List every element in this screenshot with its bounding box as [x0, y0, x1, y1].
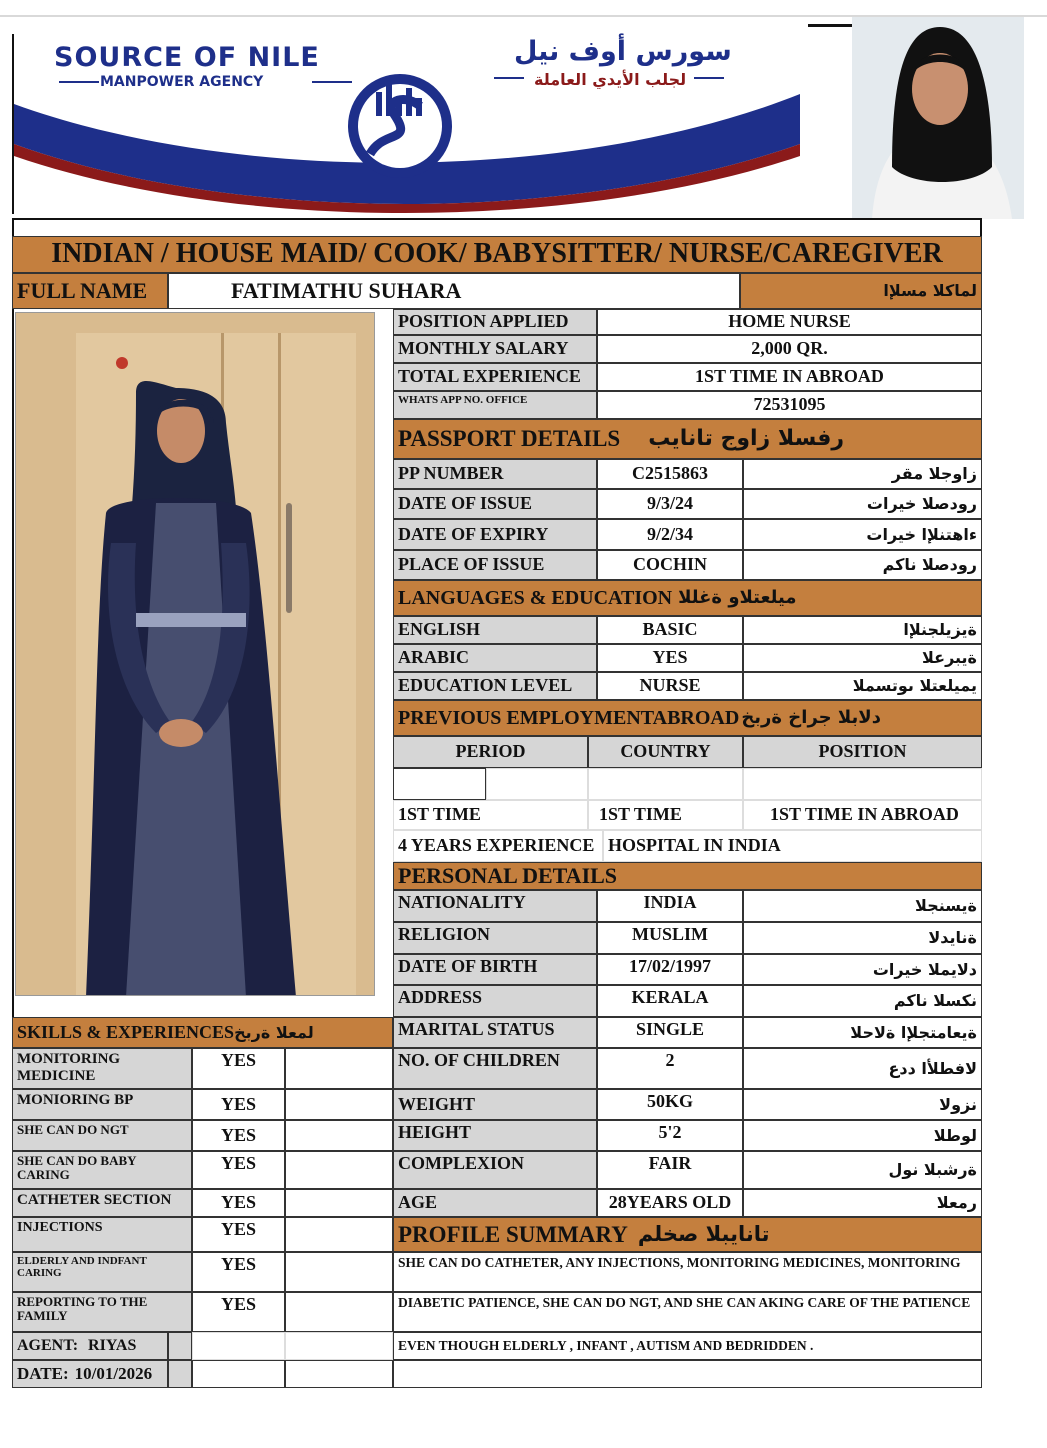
employment-blank-cell: [743, 768, 982, 800]
brand-subtitle-en: MANPOWER AGENCY: [100, 74, 264, 90]
agent-cell: [12, 1332, 168, 1360]
skill-value: YES: [192, 1252, 285, 1292]
languages-title-en: LANGUAGES & EDUCATION: [398, 587, 673, 609]
complexion-value: FAIR: [597, 1151, 743, 1189]
date-of-birth-label: DATE OF BIRTH: [393, 954, 597, 985]
employment-country-2: HOSPITAL IN INDIA: [603, 830, 982, 862]
candidate-full-photo: [15, 312, 375, 996]
agent-blank-cell: [285, 1332, 393, 1360]
age-label-ar: رمعلا: [743, 1189, 982, 1217]
full-name-label: FULL NAME: [12, 273, 168, 309]
height-label: HEIGHT: [393, 1120, 597, 1151]
place-of-issue-value: COCHIN: [597, 550, 743, 580]
skill-label: MONIORING BP: [12, 1089, 192, 1120]
address-value: KERALA: [597, 985, 743, 1017]
address-label-ar: نكسلا ناكم: [743, 985, 982, 1017]
header-dash: [808, 24, 854, 27]
education-level-value: NURSE: [597, 672, 743, 700]
skill-value: YES: [192, 1189, 285, 1217]
agent-blank-cell: [192, 1332, 285, 1360]
arabic-value: YES: [597, 644, 743, 672]
agent-blank-cell: [168, 1332, 192, 1360]
skill-value: YES: [192, 1048, 285, 1089]
brand-subtitle-ar: لجلب الأيدي العاملة: [534, 70, 687, 89]
employment-blank-cell: [588, 768, 743, 800]
candidate-portrait-photo: [852, 17, 1024, 219]
total-experience-label: TOTAL EXPERIENCE: [393, 363, 597, 391]
passport-title-en: PASSPORT DETAILS: [398, 426, 621, 452]
children-value: 2: [597, 1048, 743, 1089]
passport-title-ar: رفسلا زاوج تانايب: [648, 425, 845, 451]
children-label-ar: لافطلأا ددع: [743, 1048, 982, 1089]
age-value: 28YEARS OLD: [597, 1189, 743, 1217]
date-of-expiry-label-ar: ءاهتنلإا خيرات: [743, 519, 982, 550]
english-label: ENGLISH: [393, 616, 597, 644]
weight-label-ar: نزولا: [743, 1089, 982, 1120]
total-experience-value: 1ST TIME IN ABROAD: [597, 363, 982, 391]
arabic-label-ar: ةيبرعلا: [743, 644, 982, 672]
skill-label: ELDERLY AND INDFANT CARING: [12, 1252, 192, 1292]
nationality-value: INDIA: [597, 890, 743, 922]
nationality-label: NATIONALITY: [393, 890, 597, 922]
religion-value: MUSLIM: [597, 922, 743, 954]
marital-status-label-ar: ةيعامتجلإا ةلاحلا: [743, 1017, 982, 1048]
date-blank-cell: [168, 1360, 192, 1388]
summary-section-title: [393, 1217, 982, 1252]
skill-blank-cell: [285, 1292, 393, 1332]
employment-title-ar: دلابلا جراخ ةربخ: [741, 707, 881, 729]
skill-blank-cell: [285, 1089, 393, 1120]
brand-name-en: SOURCE OF NILE: [54, 42, 320, 73]
education-level-label-ar: يميلعتلا ىوتسملا: [743, 672, 982, 700]
whatsapp-office-value: 72531095: [597, 391, 982, 419]
height-value: 5'2: [597, 1120, 743, 1151]
skill-label: REPORTING TO THE FAMILY: [12, 1292, 192, 1332]
personal-section-title: PERSONAL DETAILS: [393, 862, 982, 890]
summary-title-en: PROFILE SUMMARY: [398, 1221, 628, 1247]
brand-name-ar: سورس أوف نيل: [514, 36, 732, 67]
skill-blank-cell: [285, 1048, 393, 1089]
skill-label: CATHETER SECTION: [12, 1189, 192, 1217]
english-label-ar: ةيزيلجنلإا: [743, 616, 982, 644]
skill-blank-cell: [285, 1217, 393, 1252]
languages-section-title: [393, 580, 982, 616]
date-of-issue-label-ar: رودصلا خيرات: [743, 489, 982, 519]
agent-label: AGENT:: [17, 1337, 79, 1355]
employment-header-country: COUNTRY: [588, 736, 743, 768]
place-of-issue-label: PLACE OF ISSUE: [393, 550, 597, 580]
date-of-issue-value: 9/3/24: [597, 489, 743, 519]
skill-blank-cell: [285, 1189, 393, 1217]
date-blank-cell: [285, 1360, 393, 1388]
skill-value: YES: [192, 1151, 285, 1189]
employment-period-1: 1ST TIME: [393, 800, 588, 830]
religion-label-ar: ةنايدلا: [743, 922, 982, 954]
date-value: 10/01/2026: [74, 1363, 153, 1383]
address-label: ADDRESS: [393, 985, 597, 1017]
date-label: DATE:: [17, 1363, 69, 1383]
page-title: INDIAN / HOUSE MAID/ COOK/ BABYSITTER/ NURSE/CAREGIVER: [12, 236, 982, 273]
pp-number-label-ar: زاوجلا مقر: [743, 459, 982, 489]
religion-label: RELIGION: [393, 922, 597, 954]
summary-blank-row: [393, 1360, 982, 1388]
employment-country-1: 1ST TIME: [588, 800, 743, 830]
date-of-birth-value: 17/02/1997: [597, 954, 743, 985]
complexion-label: COMPLEXION: [393, 1151, 597, 1189]
skill-blank-cell: [285, 1151, 393, 1189]
date-of-expiry-label: DATE OF EXPIRY: [393, 519, 597, 550]
complexion-label-ar: ةرشبلا نول: [743, 1151, 982, 1189]
skill-label: SHE CAN DO BABY CARING: [12, 1151, 192, 1189]
whatsapp-office-label: WHATS APP NO. OFFICE: [393, 391, 597, 419]
summary-line-2: DIABETIC PATIENCE, SHE CAN DO NGT, AND SHE CAN AKING CARE OF THE PATIENCE: [393, 1292, 982, 1332]
marital-status-value: SINGLE: [597, 1017, 743, 1048]
marital-status-label: MARITAL STATUS: [393, 1017, 597, 1048]
date-blank-cell: [192, 1360, 285, 1388]
employment-experience-2: 4 YEARS EXPERIENCE: [393, 830, 603, 862]
skills-title-ar: لمعلا ةربخ: [234, 1022, 314, 1042]
skill-label: MONITORING MEDICINE: [12, 1048, 192, 1089]
pp-number-value: C2515863: [597, 459, 743, 489]
nationality-label-ar: ةيسنجلا: [743, 890, 982, 922]
skill-value: YES: [192, 1120, 285, 1151]
height-label-ar: لوطلا: [743, 1120, 982, 1151]
monthly-salary-value: 2,000 QR.: [597, 335, 982, 363]
pp-number-label: PP NUMBER: [393, 459, 597, 489]
monthly-salary-label: MONTHLY SALARY: [393, 335, 597, 363]
summary-line-3: EVEN THOUGH ELDERLY , INFANT , AUTISM AND BEDRIDDEN .: [393, 1332, 982, 1360]
employment-title-en: PREVIOUS EMPLOYMENTABROAD: [398, 707, 740, 729]
full-name-label-ar: لماكلا مسلإا: [740, 273, 982, 309]
children-label: NO. OF CHILDREN: [393, 1048, 597, 1089]
skill-value: YES: [192, 1217, 285, 1252]
full-name-value: FATIMATHU SUHARA: [168, 273, 740, 309]
date-of-birth-label-ar: دلايملا خيرات: [743, 954, 982, 985]
skills-title-en: SKILLS & EXPERIENCES: [17, 1021, 235, 1042]
position-applied-value: HOME NURSE: [597, 309, 982, 335]
agent-value: RIYAS: [88, 1337, 137, 1355]
employment-position-1: 1ST TIME IN ABROAD: [743, 800, 982, 830]
summary-line-1: SHE CAN DO CATHETER, ANY INJECTIONS, MONITORING MEDICINES, MONITORING: [393, 1252, 982, 1292]
passport-section-title: [393, 419, 982, 459]
employment-section-title: [393, 700, 982, 736]
languages-title-ar: ميلعتلاو ةغللا: [678, 587, 797, 609]
skill-blank-cell: [285, 1120, 393, 1151]
english-value: BASIC: [597, 616, 743, 644]
skill-blank-cell: [285, 1252, 393, 1292]
agency-banner: [12, 34, 798, 214]
employment-blank-cell: [393, 768, 486, 800]
date-of-issue-label: DATE OF ISSUE: [393, 489, 597, 519]
skill-label: SHE CAN DO NGT: [12, 1120, 192, 1151]
employment-header-period: PERIOD: [393, 736, 588, 768]
position-applied-label: POSITION APPLIED: [393, 309, 597, 335]
date-of-expiry-value: 9/2/34: [597, 519, 743, 550]
education-level-label: EDUCATION LEVEL: [393, 672, 597, 700]
skills-section-title: [12, 1017, 393, 1048]
place-of-issue-label-ar: رودصلا ناكم: [743, 550, 982, 580]
weight-value: 50KG: [597, 1089, 743, 1120]
weight-label: WEIGHT: [393, 1089, 597, 1120]
skill-label: INJECTIONS: [12, 1217, 192, 1252]
arabic-label: ARABIC: [393, 644, 597, 672]
age-label: AGE: [393, 1189, 597, 1217]
skill-value: YES: [192, 1089, 285, 1120]
date-cell: [12, 1360, 168, 1388]
summary-title-ar: تانايبلا صخلم: [637, 1221, 770, 1246]
employment-header-position: POSITION: [743, 736, 982, 768]
skill-value: YES: [192, 1292, 285, 1332]
employment-blank-cell: [486, 768, 588, 800]
